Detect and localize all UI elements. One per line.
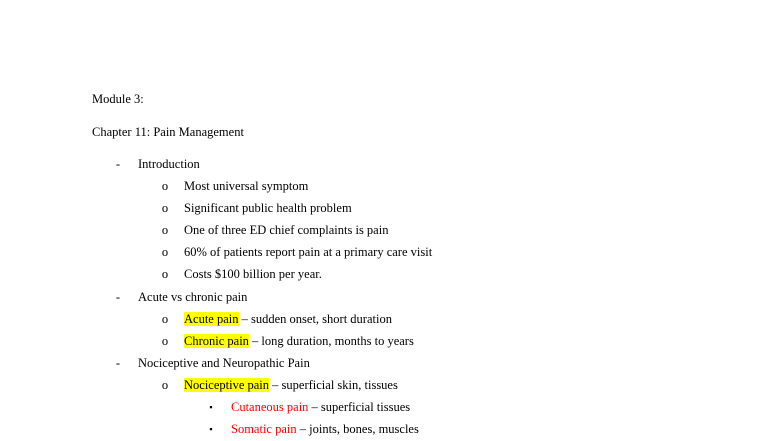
term-description: – sudden onset, short duration xyxy=(238,312,392,326)
circle-bullet: o xyxy=(161,201,169,215)
list-item xyxy=(184,333,414,349)
term-description: – superficial skin, tissues xyxy=(269,378,398,392)
list-item xyxy=(231,421,419,437)
circle-bullet: o xyxy=(161,245,169,259)
dash-bullet: - xyxy=(115,356,121,370)
circle-bullet: o xyxy=(161,267,169,281)
circle-bullet: o xyxy=(161,378,169,392)
square-bullet: ▪ xyxy=(209,424,213,434)
list-item: Most universal symptom xyxy=(184,179,309,193)
circle-bullet: o xyxy=(161,334,169,348)
list-item xyxy=(184,377,398,393)
list-item xyxy=(231,399,410,415)
square-bullet: ▪ xyxy=(209,402,213,412)
section-nociceptive-neuropathic: Nociceptive and Neuropathic Pain xyxy=(138,356,310,370)
chapter-heading: Chapter 11: Pain Management xyxy=(92,125,244,139)
list-item: Costs $100 billion per year. xyxy=(184,267,322,281)
dash-bullet: - xyxy=(115,290,121,304)
highlighted-term: Nociceptive pain xyxy=(184,378,270,392)
red-term: Somatic pain xyxy=(231,422,297,436)
circle-bullet: o xyxy=(161,312,169,326)
list-item: Significant public health problem xyxy=(184,201,352,215)
section-introduction: Introduction xyxy=(138,157,200,171)
highlighted-term: Chronic pain xyxy=(184,334,249,348)
term-description: – superficial tissues xyxy=(308,400,411,414)
highlighted-term: Acute pain xyxy=(184,312,239,326)
circle-bullet: o xyxy=(161,179,169,193)
section-acute-vs-chronic: Acute vs chronic pain xyxy=(138,290,248,304)
dash-bullet: - xyxy=(115,157,121,171)
term-description: – long duration, months to years xyxy=(248,334,414,348)
list-item: 60% of patients report pain at a primary care visit xyxy=(184,245,433,259)
circle-bullet: o xyxy=(161,223,169,237)
term-description: – joints, bones, muscles xyxy=(296,422,419,436)
module-heading: Module 3: xyxy=(92,92,144,106)
red-term: Cutaneous pain xyxy=(231,400,309,414)
list-item xyxy=(184,311,392,327)
list-item: One of three ED chief complaints is pain xyxy=(184,223,389,237)
